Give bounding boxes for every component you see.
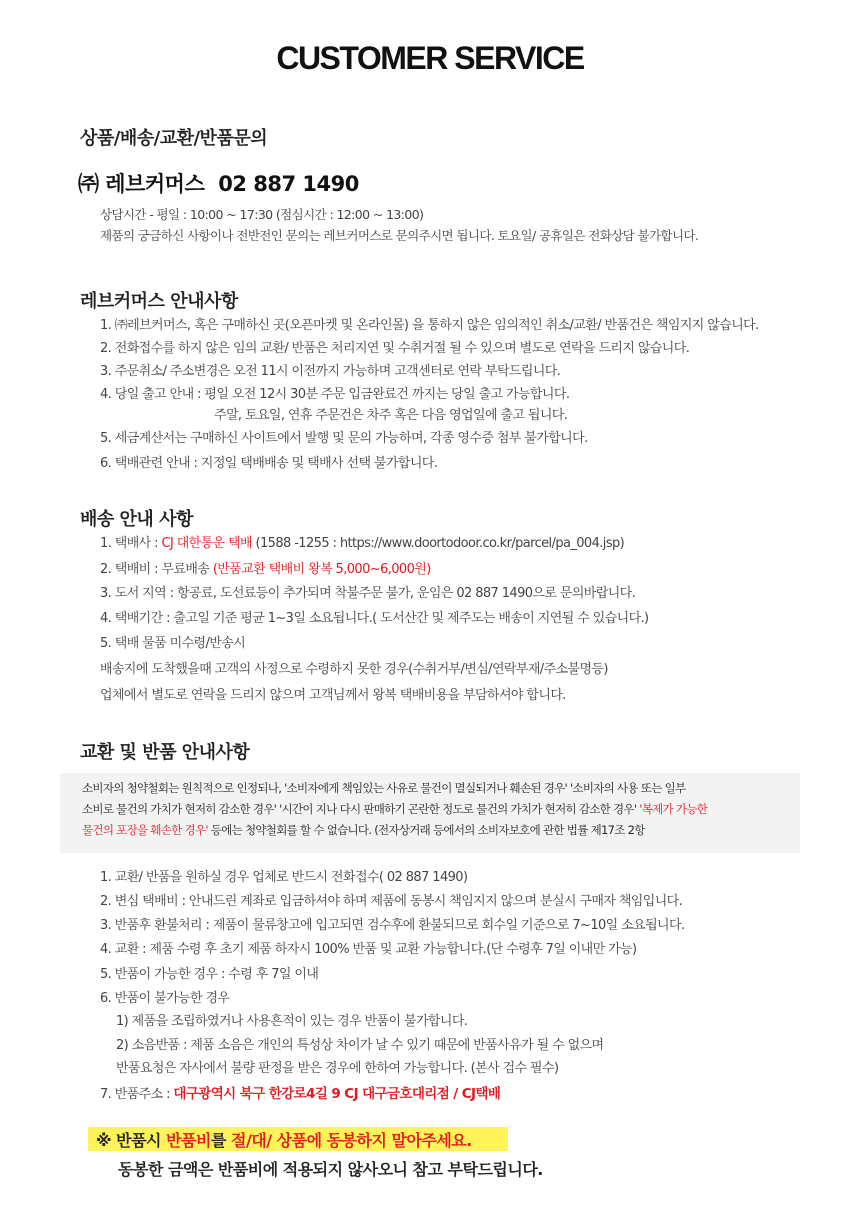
shipping-item: 4. 택배기간 : 출고일 기준 평균 1~3일 소요됩니다.( 도서산간 및 제주도는 배송이 지연될 수 있습니다.) (100, 611, 649, 626)
returns-subitem: 1) 제품을 조립하였거나 사용흔적이 있는 경우 반품이 불가합니다. (116, 1014, 468, 1029)
fee-highlight: (반품교환 택배비 왕복 5,000~6,000원) (212, 562, 431, 577)
notice-highlight: 물건의 포장을 훼손한 경우' (82, 823, 208, 837)
warning-highlight-text: 반품비 (166, 1131, 211, 1150)
company-name: ㈜ 레브커머스 (78, 172, 205, 196)
warning-highlight-text: 절/대/ 상품에 동봉하지 말아주세요. (230, 1131, 472, 1150)
guide-item: 4. 당일 출고 안내 : 평일 오전 12시 30분 주문 입금완료건 까지는 당일 출고 가능합니다. (100, 387, 570, 402)
guide-item: 1. ㈜레브커머스, 혹은 구매하신 곳(오픈마켓 및 온라인몰) 을 통하지 않은 임의적인 취소/교환/ 반품건은 책임지지 않습니다. (100, 318, 759, 333)
guide-item: 5. 세금계산서는 구매하신 사이트에서 발행 및 문의 가능하며, 각종 영수증 첨부 불가합니다. (100, 431, 588, 446)
address-label: 7. 반품주소 : (100, 1087, 174, 1102)
notice-highlight: '복제가 가능한 (639, 802, 708, 816)
guide-heading: 레브커머스 안내사항 (80, 291, 238, 312)
warning-line-2: 동봉한 금액은 반품비에 적용되지 않사오니 참고 부탁드립니다. (118, 1160, 543, 1179)
shipping-courier (100, 536, 624, 552)
shipping-item: 업체에서 별도로 연락을 드리지 않으며 고객님께서 왕복 택배비용을 부담하셔야 합니다. (100, 688, 566, 703)
shipping-heading: 배송 안내 사항 (80, 509, 193, 530)
business-hours: 상담시간 - 평일 : 10:00 ~ 17:30 (점심시간 : 12:00 ~ 13:00) (100, 207, 424, 222)
returns-item: 4. 교환 : 제품 수령 후 초기 제품 하자시 100% 반품 및 교환 가능합니다.(단 수령후 7일 이내만 가능) (100, 942, 637, 957)
returns-subitem: 2) 소음반품 : 제품 소음은 개인의 특성상 차이가 날 수 있기 때문에 반품사유가 될 수 없으며 (116, 1038, 604, 1053)
inquiry-heading: 상품/배송/교환/반품문의 (80, 128, 268, 149)
shipping-item: 배송지에 도착했을때 고객의 사정으로 수령하지 못한 경우(수취거부/변심/연락부재/주소불명등) (100, 662, 608, 677)
notice-line (82, 802, 707, 816)
returns-item: 1. 교환/ 반품을 원하실 경우 업체로 반드시 전화접수( 02 887 1490) (100, 870, 468, 885)
courier-contact: (1588 -1255 : https://www.doortodoor.co.kr/parcel/pa_004.jsp) (252, 536, 625, 551)
courier-name: CJ 대한통운 택배 (161, 536, 252, 551)
company-phone (78, 168, 359, 198)
courier-label: 1. 택배사 : (100, 536, 162, 551)
address-value: 대구광역시 북구 한강로4길 9 CJ 대구금호대리점 / CJ택배 (173, 1086, 501, 1102)
notice-line (82, 823, 645, 837)
notice-text: 소비로 물건의 가치가 현저히 감소한 경우' '시간이 지나 다시 판매하기 곤란한 정도로 물건의 가치가 현저히 감소한 경우' (82, 802, 640, 816)
shipping-item: 3. 도서 지역 : 항공료, 도선료등이 추가되며 착불주문 불가, 운임은 02 887 1490으로 문의바랍니다. (100, 586, 636, 601)
phone-number: 02 887 1490 (218, 172, 359, 196)
shipping-fee (100, 562, 431, 578)
guide-item: 주말, 토요일, 연휴 주문건은 차주 혹은 다음 영업일에 출고 됩니다. (214, 408, 568, 423)
shipping-item: 5. 택배 물품 미수령/반송시 (100, 636, 246, 651)
warning-line (96, 1128, 472, 1151)
notice-line: 소비자의 청약철회는 원칙적으로 인정되나, '소비자에게 책임있는 사유로 물건이 멸실되거나 훼손된 경우' '소비자의 사용 또는 일부 (82, 781, 686, 795)
page-title: CUSTOMER SERVICE (276, 40, 584, 76)
warning-text: ※ 반품시 (96, 1131, 167, 1150)
returns-heading: 교환 및 반품 안내사항 (80, 742, 250, 763)
returns-item: 3. 반품후 환불처리 : 제품이 물류창고에 입고되면 검수후에 환불되므로 회수일 기준으로 7~10일 소요됩니다. (100, 918, 685, 933)
returns-item: 2. 변심 택배비 : 안내드린 계좌로 입금하셔야 하며 제품에 동봉시 책임지지 않으며 분실시 구매자 책임입니다. (100, 894, 683, 909)
guide-item: 2. 전화접수를 하지 않은 임의 교환/ 반품은 처리지연 및 수취거절 될 수 있으며 별도로 연락을 드리지 않습니다. (100, 341, 690, 356)
guide-item: 3. 주문취소/ 주소변경은 오전 11시 이전까지 가능하며 고객센터로 연락 부탁드립니다. (100, 364, 561, 379)
warning-text: 를 (210, 1131, 231, 1150)
returns-address (100, 1086, 500, 1103)
inquiry-note: 제품의 궁금하신 사항이나 전반전인 문의는 레브커머스로 문의주시면 됩니다. 토요일/ 공휴일은 전화상담 불가합니다. (100, 228, 699, 243)
returns-item: 6. 반품이 불가능한 경우 (100, 991, 230, 1006)
notice-text: 등에는 청약철회를 할 수 없습니다. (전자상거래 등에서의 소비자보호에 관한 법률 제17조 2항 (207, 823, 645, 837)
returns-subitem: 반품요청은 자사에서 불량 판정을 받은 경우에 한하여 가능합니다. (본사 검수 필수) (116, 1061, 559, 1076)
guide-item: 6. 택배관련 안내 : 지정일 택배배송 및 택배사 선택 불가합니다. (100, 456, 438, 471)
fee-label: 2. 택배비 : 무료배송 (100, 562, 213, 577)
returns-item: 5. 반품이 가능한 경우 : 수령 후 7일 이내 (100, 967, 319, 982)
withdrawal-notice (60, 773, 800, 853)
